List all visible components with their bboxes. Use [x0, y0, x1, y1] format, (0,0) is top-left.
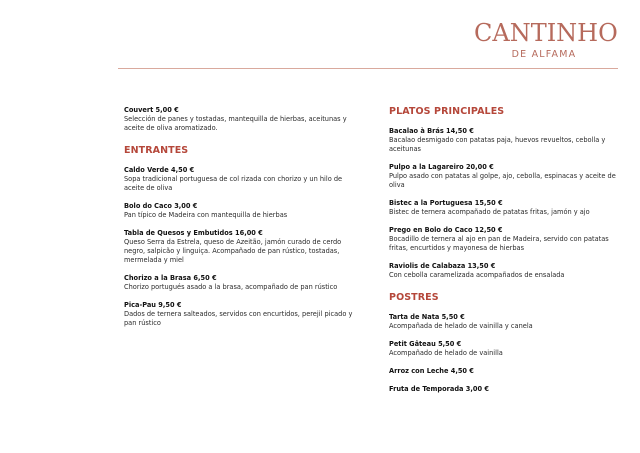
logo-subtitle: DE ALFAMA	[511, 49, 577, 60]
menu-item	[389, 226, 629, 253]
menu-right-column	[389, 106, 629, 403]
menu-item	[124, 202, 364, 220]
item-description: Acompañada de helado de vainilla y canela	[389, 322, 533, 330]
menu-item-couvert	[124, 106, 364, 133]
item-name: Bistec a la Portuguesa 15,50 €	[389, 199, 503, 207]
item-name: Caldo Verde 4,50 €	[124, 166, 195, 174]
menu-item	[389, 340, 629, 358]
item-name: Arroz con Leche 4,50 €	[389, 367, 474, 375]
menu-item	[124, 166, 364, 193]
menu-left-column	[124, 106, 364, 337]
section-title: PLATOS PRINCIPALES	[389, 106, 505, 117]
section-postres	[389, 292, 629, 394]
menu-item	[389, 199, 629, 217]
menu-item	[389, 385, 629, 394]
item-description: Bistec de ternera acompañado de patatas fritas, jamón y ajo	[389, 208, 590, 216]
item-name: Petit Gâteau 5,50 €	[389, 340, 462, 348]
menu-item	[389, 163, 629, 190]
logo-title: CANTINHO	[474, 19, 618, 47]
header-divider	[118, 68, 618, 69]
item-description: Selección de panes y tostadas, mantequilla de hierbas, aceitunas y aceite de oliva aromatizado.	[124, 115, 347, 132]
item-description: Pulpo asado con patatas al golpe, ajo, cebolla, espinacas y aceite de oliva	[389, 172, 616, 189]
menu-item	[124, 301, 364, 328]
menu-item	[389, 262, 629, 280]
item-description: Queso Serra da Estrela, queso de Azeitão, jamón curado de cerdo negro, salpicão y linguiça. Acompañado de pan rústico, tostadas, mermelada y miel	[124, 238, 342, 264]
item-description: Con cebolla caramelizada acompañados de ensalada	[389, 271, 565, 279]
menu-item	[389, 367, 629, 376]
item-description: Sopa tradicional portuguesa de col rizada con chorizo y un hilo de aceite de oliva	[124, 175, 343, 192]
section-title: ENTRANTES	[124, 145, 189, 156]
item-name: Fruta de Temporada 3,00 €	[389, 385, 489, 393]
item-name: Chorizo a la Brasa 6,50 €	[124, 274, 217, 282]
item-name: Prego en Bolo do Caco 12,50 €	[389, 226, 503, 234]
section-entrantes	[124, 145, 364, 328]
menu-item	[124, 229, 364, 265]
item-description: Bacalao desmigado con patatas paja, huevos revueltos, cebolla y aceitunas	[389, 136, 606, 153]
item-description: Pan típico de Madeira con mantequilla de hierbas	[124, 211, 288, 219]
item-description: Dados de ternera salteados, servidos con encurtidos, perejil picado y pan rústico	[124, 310, 353, 327]
item-name: Bolo do Caco 3,00 €	[124, 202, 198, 210]
item-name: Pulpo a la Lagareiro 20,00 €	[389, 163, 494, 171]
item-name: Bacalao à Brás 14,50 €	[389, 127, 474, 135]
item-description: Acompañado de helado de vainilla	[389, 349, 503, 357]
item-description: Chorizo portugués asado a la brasa, acompañado de pan rústico	[124, 283, 338, 291]
item-name: Raviolis de Calabaza 13,50 €	[389, 262, 496, 270]
menu-item	[389, 127, 629, 154]
menu-item	[389, 313, 629, 331]
item-description: Bocadillo de ternera al ajo en pan de Madeira, servido con patatas fritas, encurtidos y mayonesa de hierbas	[389, 235, 609, 252]
menu-item	[124, 274, 364, 292]
item-name: Tabla de Quesos y Embutidos 16,00 €	[124, 229, 263, 237]
restaurant-logo	[474, 18, 618, 61]
item-name: Pica-Pau 9,50 €	[124, 301, 182, 309]
item-name: Couvert 5,00 €	[124, 106, 179, 114]
section-platos-principales	[389, 106, 629, 280]
section-title: POSTRES	[389, 292, 439, 303]
item-name: Tarta de Nata 5,50 €	[389, 313, 465, 321]
